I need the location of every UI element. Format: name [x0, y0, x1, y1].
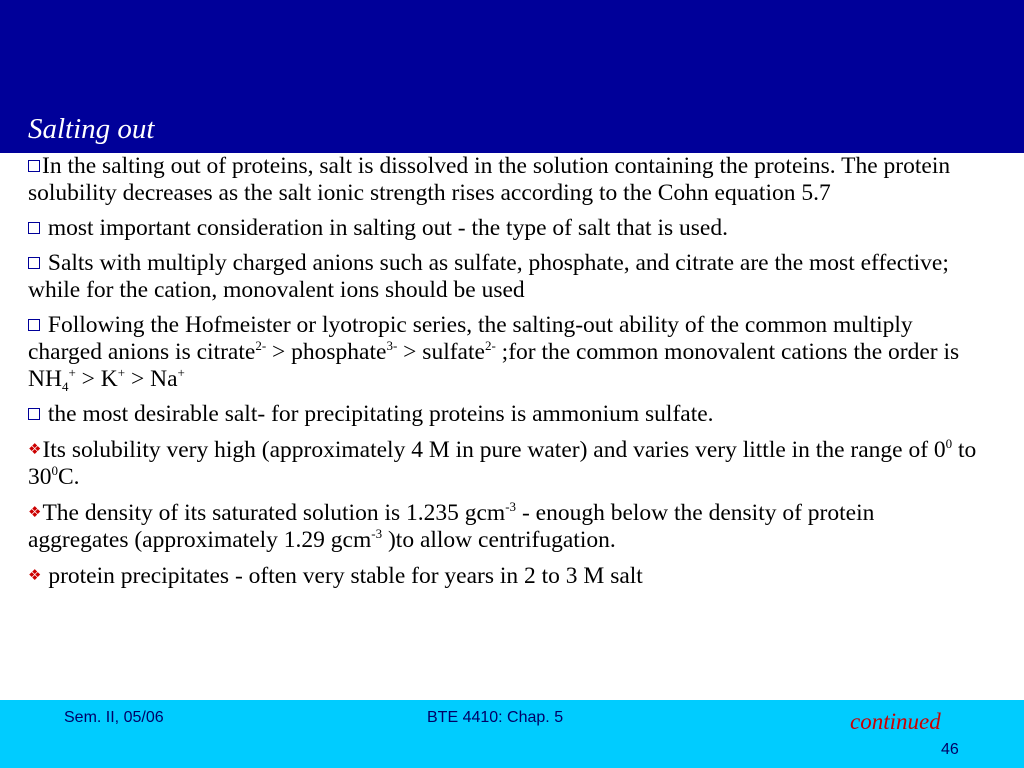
- bullet-2: most important consideration in salting out - the type of salt that is used.: [28, 215, 978, 242]
- footer-course: BTE 4410: Chap. 5: [427, 709, 564, 726]
- diamond-bullet-icon: ❖: [28, 566, 42, 584]
- bullet-1: In the salting out of proteins, salt is dissolved in the solution containing the proteins. The protein solubility decreases as the salt ionic strength rises according to the Cohn equation 5.7: [28, 153, 951, 206]
- slide-title: Salting out: [28, 113, 155, 145]
- page-number: 46: [941, 741, 959, 758]
- slide-header: [0, 0, 1024, 153]
- bullet-6: ❖Its solubility very high (approximately 4 M in pure water) and varies very little in the range of $0^0$ to $30^0C$.: [28, 436, 977, 490]
- square-bullet-icon: [28, 257, 40, 269]
- slide-content: [28, 153, 978, 598]
- diamond-bullet-icon: ❖: [28, 440, 42, 458]
- square-bullet-icon: [28, 160, 40, 172]
- bullet-4: Following the Hofmeister or lyotropic series, the salting-out ability of the common multiply charged anions is citrate$^{2-}$ > phosphate$^{3-}$ > sulfate$^{2-}$ ;for the common monovalent cations the order is $NH_4^+ > K^+ > Na^+$: [28, 312, 960, 394]
- footer-semester: Sem. II, 05/06: [64, 709, 164, 726]
- bullet-3: Salts with multiply charged anions such as sulfate, phosphate, and citrate are the most effective; while for the cation, monovalent ions should be used: [28, 250, 949, 303]
- bullet-5: the most desirable salt- for precipitating proteins is ammonium sulfate.: [28, 401, 978, 428]
- square-bullet-icon: [28, 408, 40, 420]
- continued-label: continued: [850, 709, 941, 734]
- square-bullet-icon: [28, 319, 40, 331]
- square-bullet-icon: [28, 222, 40, 234]
- bullet-7: ❖The density of its saturated solution is 1.235 gcm$^{-3}$ - enough below the density of protein aggregates (approximately 1.29 gcm$^{-3}$ )to allow centrifugation.: [28, 499, 875, 553]
- diamond-bullet-icon: ❖: [28, 503, 42, 521]
- bullet-8: ❖ protein precipitates - often very stable for years in 2 to 3 M salt: [28, 563, 643, 589]
